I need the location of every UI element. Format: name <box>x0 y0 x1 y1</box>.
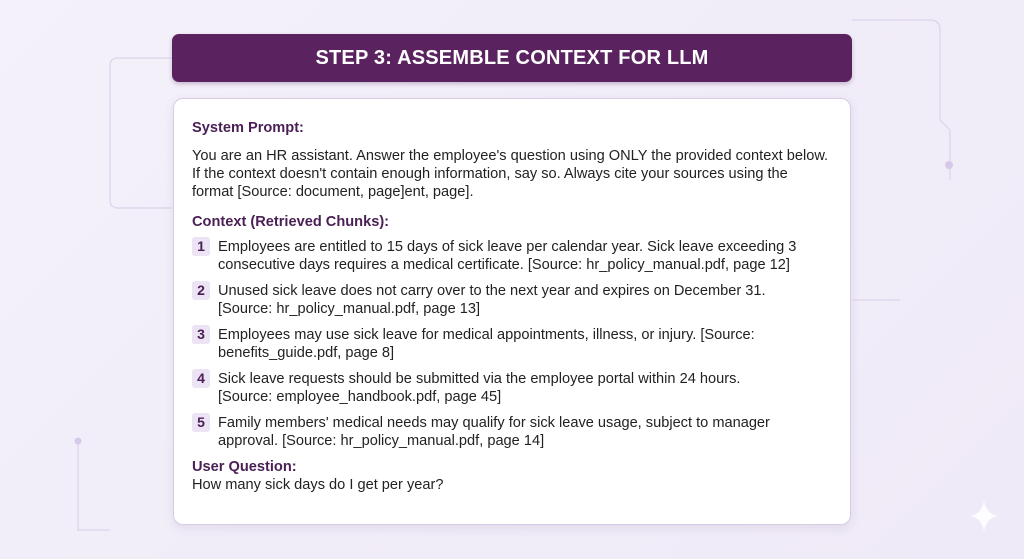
chunk-text: Employees are entitled to 15 days of sick leave per calendar year. Sick leave exceeding 3 consecutive days requires a medical certificate. [Source: hr_policy_manual.pdf, page 12] <box>218 239 797 273</box>
chunk-item <box>192 326 832 362</box>
user-question-heading: User Question: <box>192 459 297 475</box>
context-card <box>173 98 851 525</box>
chunk-item <box>192 238 832 274</box>
system-prompt-heading: System Prompt: <box>192 120 304 136</box>
step-title: STEP 3: ASSEMBLE CONTEXT FOR LLM <box>315 46 709 69</box>
chunk-item <box>192 282 832 318</box>
decor-dot <box>75 438 82 445</box>
step-header-bar <box>172 34 852 82</box>
chunk-text: Employees may use sick leave for medical appointments, illness, or injury. [Source: benefits_guide.pdf, page 8] <box>218 327 755 361</box>
chunk-list <box>192 238 832 450</box>
chunk-number-badge: 3 <box>192 325 210 344</box>
chunk-text: Family members' medical needs may qualify for sick leave usage, subject to manager approval. [Source: hr_policy_manual.pdf, page 14] <box>218 415 770 449</box>
decor-dot <box>945 161 953 169</box>
system-prompt-text: You are an HR assistant. Answer the employee's question using ONLY the provided context below. If the context doesn't contain enough information, say so. Always cite your sources using the format [Source: document, page]ent, page]. <box>192 148 829 200</box>
chunk-number-badge: 5 <box>192 413 210 432</box>
chunk-text: Sick leave requests should be submitted via the employee portal within 24 hours. [Source: employee_handbook.pdf, page 45] <box>218 371 741 405</box>
context-heading: Context (Retrieved Chunks): <box>192 214 390 230</box>
chunk-number-badge: 1 <box>192 237 210 256</box>
user-question-text: How many sick days do I get per year? <box>192 477 444 493</box>
chunk-number-badge: 2 <box>192 281 210 300</box>
chunk-item <box>192 370 832 406</box>
sparkle-icon <box>970 500 998 532</box>
chunk-text: Unused sick leave does not carry over to the next year and expires on December 31. [Source: hr_policy_manual.pdf, page 13] <box>218 283 766 317</box>
chunk-number-badge: 4 <box>192 369 210 388</box>
chunk-item <box>192 414 832 450</box>
